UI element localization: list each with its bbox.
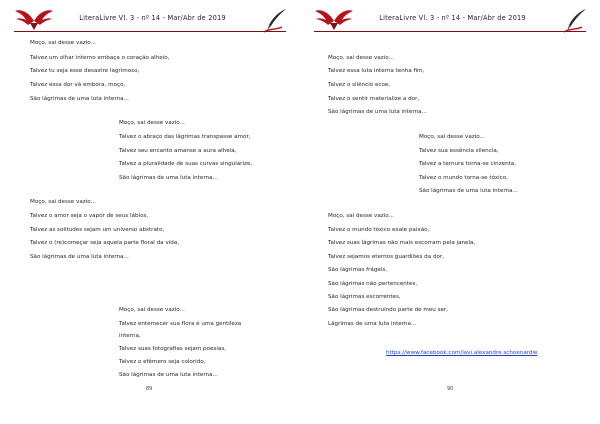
poem-line: São lágrimas de uma luta interna...: [419, 188, 518, 194]
poem-line: Talvez um olhar interno embaça o coração alheio,: [30, 55, 170, 61]
poem-line: Talvez o mundo tóxico exale paixão,: [328, 227, 430, 233]
poem-line: Talvez tu seja esse desastre lagrimoso,: [30, 68, 140, 74]
poem-line: Talvez essa dor vá embora, moço,: [30, 82, 126, 88]
quill-pen-icon: [562, 6, 590, 34]
poem-line: Talvez a ternura torna-se cinzenta,: [419, 161, 517, 167]
poem-line: Talvez as solitudes sejam um universo abstrato,: [30, 227, 165, 233]
header-rule: [314, 31, 586, 32]
page-number: 89: [146, 386, 153, 392]
poem-line: Talvez a pluralidade de suas curvas singularize,: [119, 161, 253, 167]
poem-line: Moço, sai desse vazio...: [30, 40, 96, 46]
quill-pen-icon: [262, 6, 290, 34]
poem-line: Moço, sai desse vazio...: [119, 120, 185, 126]
poem-line: Moço, sai desse vazio...: [30, 199, 96, 205]
poem-line: São lágrimas destruindo parte de meu ser,: [328, 307, 449, 313]
poem-line: Talvez o sentir materialize a dor,: [328, 96, 420, 102]
page-number: 90: [447, 386, 454, 392]
poem-line: Talvez o (re)começar seja aquela parte floral da vida,: [30, 240, 180, 246]
poem-line: Talvez seu encanto amanse a aura alheia,: [119, 148, 237, 154]
page-header: [300, 6, 600, 32]
poem-line: Talvez o silêncio ecoe,: [328, 82, 391, 88]
poem-line: Moço, sai desse vazio...: [328, 55, 394, 61]
poem-line: São lágrimas de uma luta interna...: [30, 96, 129, 102]
header-rule: [14, 31, 286, 32]
poem-line: Talvez sejamos eternos guardiões da dor,: [328, 254, 444, 260]
header-title: LiteraLivre Vl. 3 - nº 14 - Mar/Abr de 2019: [79, 14, 226, 22]
poem-line: Talvez o efêmero seja colorido,: [119, 359, 206, 365]
poem-line: Talvez o mundo torna-se tóxico,: [419, 175, 508, 181]
poem-line: São lágrimas de uma luta interna...: [119, 175, 218, 181]
poem-line: Talvez entemecer sua flora é uma gentileza: [119, 321, 242, 327]
page-header: [0, 6, 300, 32]
poem-line: Talvez suas fotografias sejam poesias,: [119, 346, 227, 352]
poem-line: Talvez o abraço das lágrimas transpasse amor,: [119, 134, 251, 140]
facebook-link[interactable]: https://www.facebook.com/lavi.alexandre.schoenardie: [386, 350, 538, 356]
poem-line: São lágrimas não pertencentes,: [328, 281, 418, 287]
poem-line: São lágrimas de uma luta interna...: [30, 254, 129, 260]
poem-line: Talvez essa luta interna tenha fim,: [328, 68, 425, 74]
poem-line: São lágrimas frágeis,: [328, 267, 388, 273]
poem-line: Moço, sai desse vazio...: [119, 307, 185, 313]
poem-line: Talvez suas lágrimas não mais escorram pela janela,: [328, 240, 476, 246]
poem-line: Moço, sai desse vazio...: [328, 213, 394, 219]
poem-line: São lágrimas de uma luta interna...: [119, 372, 218, 378]
right-page: [300, 0, 600, 424]
poem-line: Talvez sua essência silencia,: [419, 148, 499, 154]
poem-line: interna,: [119, 333, 141, 339]
header-title: LiteraLivre Vl. 3 - nº 14 - Mar/Abr de 2019: [379, 14, 526, 22]
poem-line: São lágrimas escorrentes,: [328, 294, 401, 300]
poem-line: Talvez o amor seja o vapor de seus lábios,: [30, 213, 149, 219]
poem-line: São lágrimas de uma luta interna...: [328, 109, 427, 115]
poem-line: Moço, sai desse vazio...: [419, 134, 485, 140]
poem-line: Lágrimas de uma luta interna...: [328, 321, 417, 327]
